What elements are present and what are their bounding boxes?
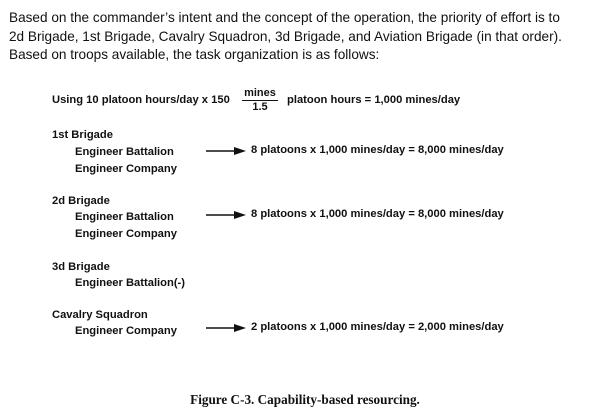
- unit-item: Engineer Company: [75, 325, 177, 337]
- formula-prefix: Using 10 platoon hours/day x 150: [52, 94, 230, 106]
- unit-item: Engineer Battalion: [75, 211, 174, 223]
- unit-item: Engineer Battalion: [75, 146, 174, 158]
- intro-line: 2d Brigade, 1st Brigade, Cavalry Squadron, 3d Brigade, and Aviation Brigade (in that order).: [9, 28, 562, 44]
- unit-item: Engineer Company: [75, 163, 177, 175]
- unit-item: Engineer Company: [75, 228, 177, 240]
- intro-line: Based on the commander’s intent and the concept of the operation, the priority of effort is to: [9, 10, 560, 25]
- figure-caption: Figure C-3. Capability-based resourcing.: [190, 392, 420, 407]
- unit-calculation: 8 platoons x 1,000 mines/day = 8,000 mines/day: [251, 208, 504, 220]
- arrow-icon: [206, 210, 246, 220]
- unit-heading: 1st Brigade: [52, 129, 113, 141]
- unit-heading: 2d Brigade: [52, 195, 110, 207]
- unit-calculation: 8 platoons x 1,000 mines/day = 8,000 mines/day: [251, 144, 504, 156]
- fraction-denominator: 1.5: [252, 101, 268, 113]
- unit-calculation: 2 platoons x 1,000 mines/day = 2,000 mines/day: [251, 321, 504, 333]
- arrow-icon: [206, 323, 246, 333]
- intro-line: Based on troops available, the task organization is as follows:: [9, 47, 380, 62]
- unit-heading: Cavalry Squadron: [52, 309, 148, 321]
- fraction-numerator: mines: [244, 87, 276, 99]
- intro-paragraph: [9, 9, 609, 65]
- unit-item: Engineer Battalion(-): [75, 277, 186, 289]
- unit-heading: 3d Brigade: [52, 261, 110, 273]
- formula-suffix: platoon hours = 1,000 mines/day: [287, 94, 461, 106]
- formula-fraction: [241, 87, 279, 114]
- arrow-icon: [206, 146, 246, 156]
